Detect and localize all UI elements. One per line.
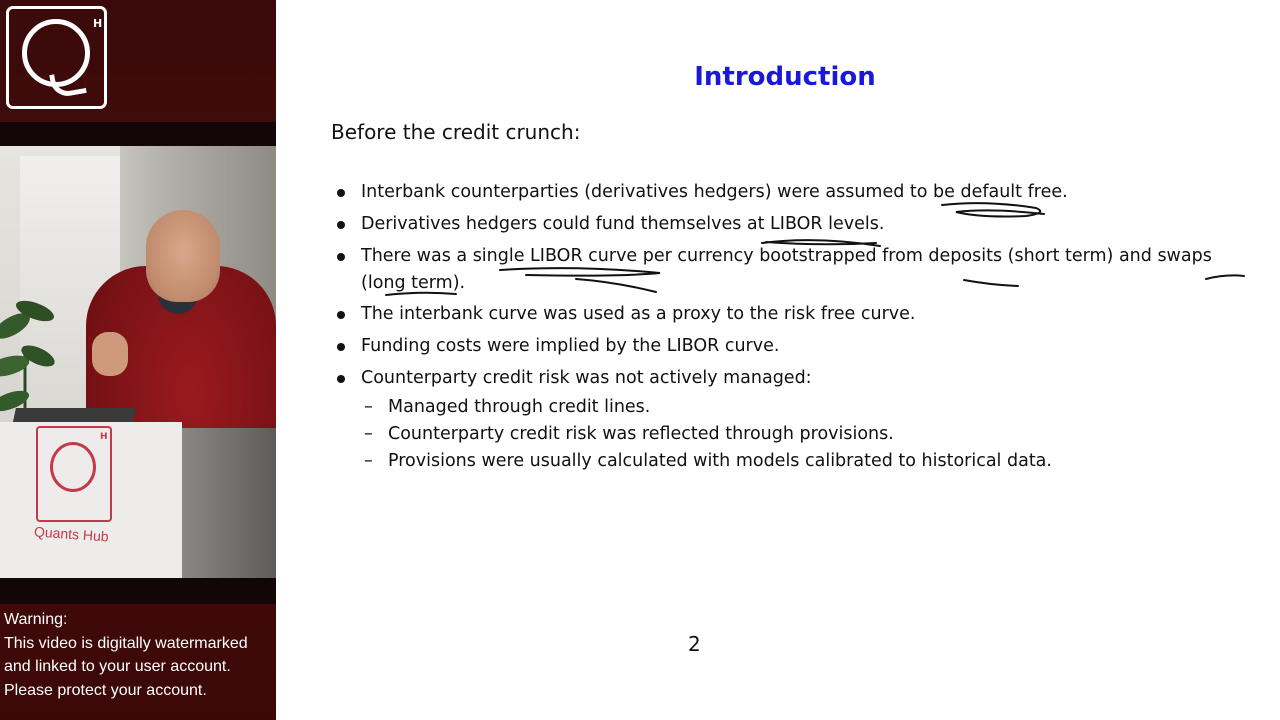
bullet-item — [361, 211, 1256, 238]
podium-side — [182, 428, 276, 578]
bullet-item — [361, 179, 1256, 206]
sub-bullet-text: Provisions were usually calculated with models calibrated to historical data. — [388, 451, 1052, 471]
bullet-dot — [337, 221, 345, 229]
speaker-hand — [92, 332, 128, 376]
logo-q-tail — [49, 69, 87, 99]
slide-page-number: 2 — [688, 632, 701, 656]
warning-line: Please protect your account. — [4, 681, 207, 699]
sub-bullet-text: Managed through credit lines. — [388, 397, 651, 417]
speaker-video — [0, 146, 276, 578]
bullet-dot — [337, 189, 345, 197]
bullet-dot — [337, 343, 345, 351]
sub-bullet-dash: – — [364, 424, 373, 444]
bullet-text: (long term). — [361, 273, 466, 293]
handwritten-annotations — [276, 0, 1280, 720]
bullet-item — [361, 301, 1256, 328]
quants-hub-logo — [6, 6, 107, 109]
bullet-text: Derivatives hedgers could fund themselves at LIBOR levels. — [361, 214, 885, 234]
sub-bullet-text: Counterparty credit risk was reflected through provisions. — [388, 424, 894, 444]
warning-line: and linked to your user account. — [4, 658, 231, 675]
slide-title: Introduction — [694, 62, 876, 92]
bullet-text: Interbank counterparties (derivatives hedgers) were assumed to be default free. — [361, 182, 1068, 202]
sub-bullet-item — [364, 448, 1052, 475]
presentation-slide — [276, 0, 1280, 720]
podium-logo-q — [50, 442, 96, 492]
bullet-text: There was a single LIBOR curve per currency bootstrapped from deposits (short term) and swaps — [361, 246, 1212, 266]
bullet-text: Counterparty credit risk was not actively managed: — [361, 368, 812, 388]
podium-brand-text: Quants Hub — [33, 523, 110, 545]
video-letterbox-top — [0, 122, 276, 146]
bullet-item — [361, 365, 1256, 392]
podium-logo-superscript: H — [100, 432, 108, 442]
slide-intro: Before the credit crunch: — [331, 120, 581, 144]
bullet-dot — [337, 311, 345, 319]
bullet-text: The interbank curve was used as a proxy to the risk free curve. — [361, 304, 916, 324]
logo-superscript: H — [93, 17, 103, 30]
sidebar — [0, 0, 276, 720]
sub-bullet-dash: – — [364, 397, 373, 417]
bullet-text: Funding costs were implied by the LIBOR curve. — [361, 336, 780, 356]
bullet-item — [361, 333, 1256, 360]
watermark-warning — [4, 608, 274, 702]
bullet-dot — [337, 375, 345, 383]
video-letterbox-bottom — [0, 578, 276, 604]
warning-line: This video is digitally watermarked — [4, 634, 248, 652]
speaker-head — [146, 210, 220, 302]
bullet-continuation — [361, 270, 1256, 297]
sub-bullet-item — [364, 394, 651, 421]
warning-line: Warning: — [4, 611, 68, 628]
sub-bullet-dash: – — [364, 451, 373, 471]
bullet-dot — [337, 253, 345, 261]
sub-bullet-item — [364, 421, 894, 448]
bullet-item — [361, 243, 1256, 270]
